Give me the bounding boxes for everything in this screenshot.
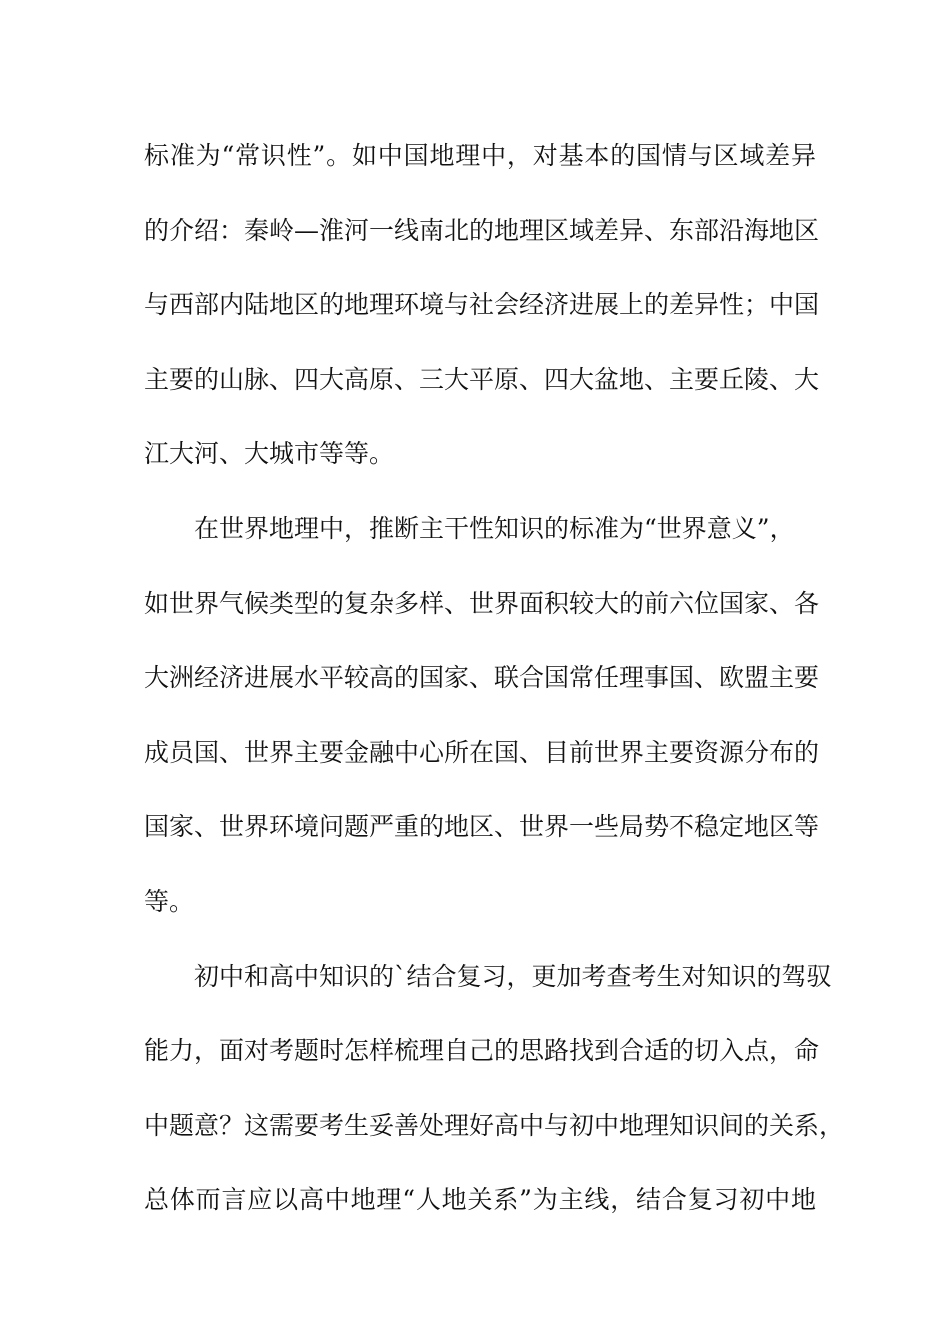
text-line: 总体而言应以高中地理“人地关系”为主线，结合复习初中地	[144, 1185, 816, 1215]
text-line: 国家、世界环境问题严重的地区、世界一些局势不稳定地区等	[144, 812, 820, 842]
text-line: 标准为“常识性”。如中国地理中，对基本的国情与区域差异	[144, 141, 816, 170]
text-line: 等。	[144, 886, 195, 916]
paragraph-start-line: 初中和高中知识的`结合复习，更加考查考生对知识的驾驭	[194, 961, 832, 991]
text-line: 大洲经济进展水平较高的国家、联合国常任理事国、欧盟主要	[144, 663, 820, 693]
text-line: 的介绍：秦岭—淮河一线南北的地理区域差异、东部沿海地区	[144, 215, 820, 245]
text-line: 成员国、世界主要金融中心所在国、目前世界主要资源分布的	[144, 737, 820, 767]
text-line: 如世界气候类型的复杂多样、世界面积较大的前六位国家、各	[144, 588, 820, 618]
text-line: 能力，面对考题时怎样梳理自己的思路找到合适的切入点，命	[144, 1036, 820, 1066]
body-text	[144, 131, 845, 1250]
text-line: 中题意？这需要考生妥善处理好高中与初中地理知识间的关系，	[144, 1110, 845, 1140]
text-line: 与西部内陆地区的地理环境与社会经济进展上的差异性；中国	[144, 290, 820, 320]
text-line: 江大河、大城市等等。	[144, 439, 395, 469]
paragraph-start-line: 在世界地理中，推断主干性知识的标准为“世界意义”，	[194, 513, 795, 543]
text-line: 主要的山脉、四大高原、三大平原、四大盆地、主要丘陵、大	[144, 364, 820, 394]
